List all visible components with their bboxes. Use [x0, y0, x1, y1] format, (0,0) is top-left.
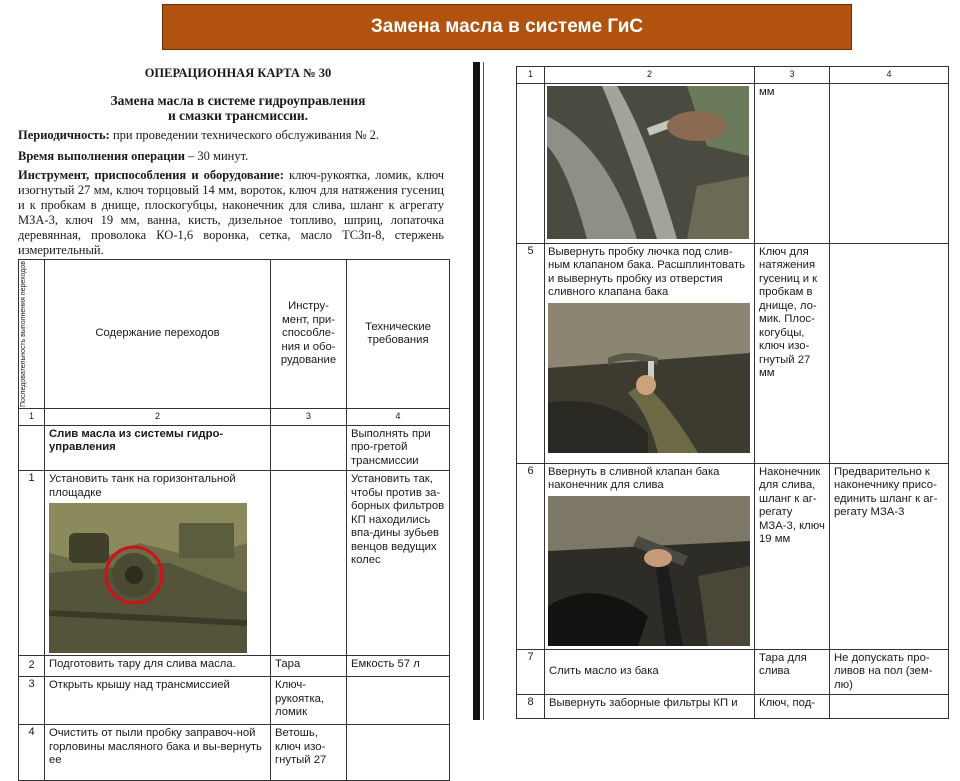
section-requirement: Выполнять при про-гретой трансмиссии	[347, 425, 450, 471]
drain-plug-photo	[548, 303, 750, 453]
step-requirement: Установить так, чтобы против за-борных фильтров КП находились впа-дины зубьев венцов ведущих колес	[347, 471, 450, 656]
periodicity	[18, 128, 444, 143]
table-row: 5 Вывернуть пробку лючка под слив-ным клапаном бака. Расшплинтовать и вывернуть пробку из отверстия сливного клапана бака Ключ для натяжения гусениц и к пробкам в днище, ло-мик. Плос-когубцы, ключ изо-гнутый 27 мм	[517, 243, 949, 463]
header-tools: Инстру-мент, при-способле-ния и обо-рудование	[271, 260, 347, 409]
table-row: 4 Очистить от пыли пробку заправоч-ной горловины масляного бака и вы-вернуть ее Ветошь, ключ изо-гнутый 27	[19, 725, 450, 781]
table-row: 1 Установить танк на горизонтальной площадке Установить так, чтобы против за-борных фильтров КП находились впа-дины зубьев венцов ведущих колес	[19, 471, 450, 656]
slide-title: Замена масла в системе ГиС	[370, 16, 644, 37]
header-sequence: Последовательность выполнения переходов	[20, 261, 27, 407]
periodicity-text: при проведении технического обслуживания № 2.	[109, 128, 380, 142]
time-label: Время выполнения операции	[18, 149, 185, 163]
step-text: Установить танк на горизонтальной площадке	[49, 473, 236, 499]
section-title: Слив масла из системы гидро-управления	[45, 425, 271, 471]
column-number-row: 1 2 3 4	[517, 67, 949, 84]
column-number-row: 1 2 3 4	[19, 409, 450, 426]
left-operations-table	[18, 259, 450, 781]
operation-title-line1: Замена масла в системе гидроуправления	[110, 93, 366, 108]
top-row-tools: мм	[755, 83, 830, 243]
step-text: Вывернуть пробку лючка под слив-ным клапаном бака. Расшплинтовать и вывернуть пробку из отверстия сливного клапана бака	[548, 245, 745, 298]
table-row: 6 Ввернуть в сливной клапан бака наконечник для слива Наконечник для слива, шланг к аг-регату МЗА-3, ключ 19 мм Предварительно к наконечнику присо-единить шланг к аг-регату МЗА-3	[517, 463, 949, 649]
operation-time	[18, 149, 444, 164]
tools-label: Инструмент, приспособления и оборудование:	[18, 168, 284, 182]
section-row	[19, 425, 450, 471]
table-header-row	[19, 260, 450, 409]
page-divider-thin	[483, 62, 484, 720]
slide-title-banner	[162, 4, 852, 50]
header-requirements: Технические требования	[347, 260, 450, 409]
card-title: ОПЕРАЦИОННАЯ КАРТА № 30	[144, 66, 332, 80]
page-divider	[473, 62, 480, 720]
table-row: 3 Открыть крышу над трансмиссией Ключ-рукоятка, ломик	[19, 677, 450, 725]
table-row: 2 Подготовить тару для слива масла. Тара Емкость 57 л	[19, 656, 450, 677]
table-row	[517, 83, 949, 243]
drain-nozzle-photo	[548, 496, 750, 646]
tools-text: ключ-рукоятка, ломик, ключ изогнутый 27 мм, ключ торцовый 14 мм, вороток, ключ для натяжения гусениц и к пробкам в днище, плоскогубцы, наконечник для слива, шланг к агрегату МЗА-3, ключ 19 мм, ванна, кисть, дизельное топливо, шприц, лопаточка деревянная, проволока КО-1,6 воронка, сетка, масло ТСЗп-8, стержень измерительный.	[18, 168, 444, 257]
table-row: 7 Слить масло из бака Тара для слива Не допускать про-ливов на пол (зем-лю)	[517, 649, 949, 695]
tools-list	[18, 168, 444, 258]
operation-title-line2: и смазки трансмиссии.	[167, 108, 309, 123]
header-content: Содержание переходов	[45, 260, 271, 409]
right-operations-table	[516, 66, 949, 719]
time-text: – 30 минут.	[184, 149, 249, 163]
wrench-work-photo	[547, 86, 749, 239]
tank-hull-photo	[49, 503, 247, 653]
table-row: 8 Вывернуть заборные фильтры КП и Ключ, под-	[517, 695, 949, 719]
step-text: Ввернуть в сливной клапан бака наконечник для слива	[548, 465, 720, 491]
periodicity-label: Периодичность:	[18, 128, 110, 142]
